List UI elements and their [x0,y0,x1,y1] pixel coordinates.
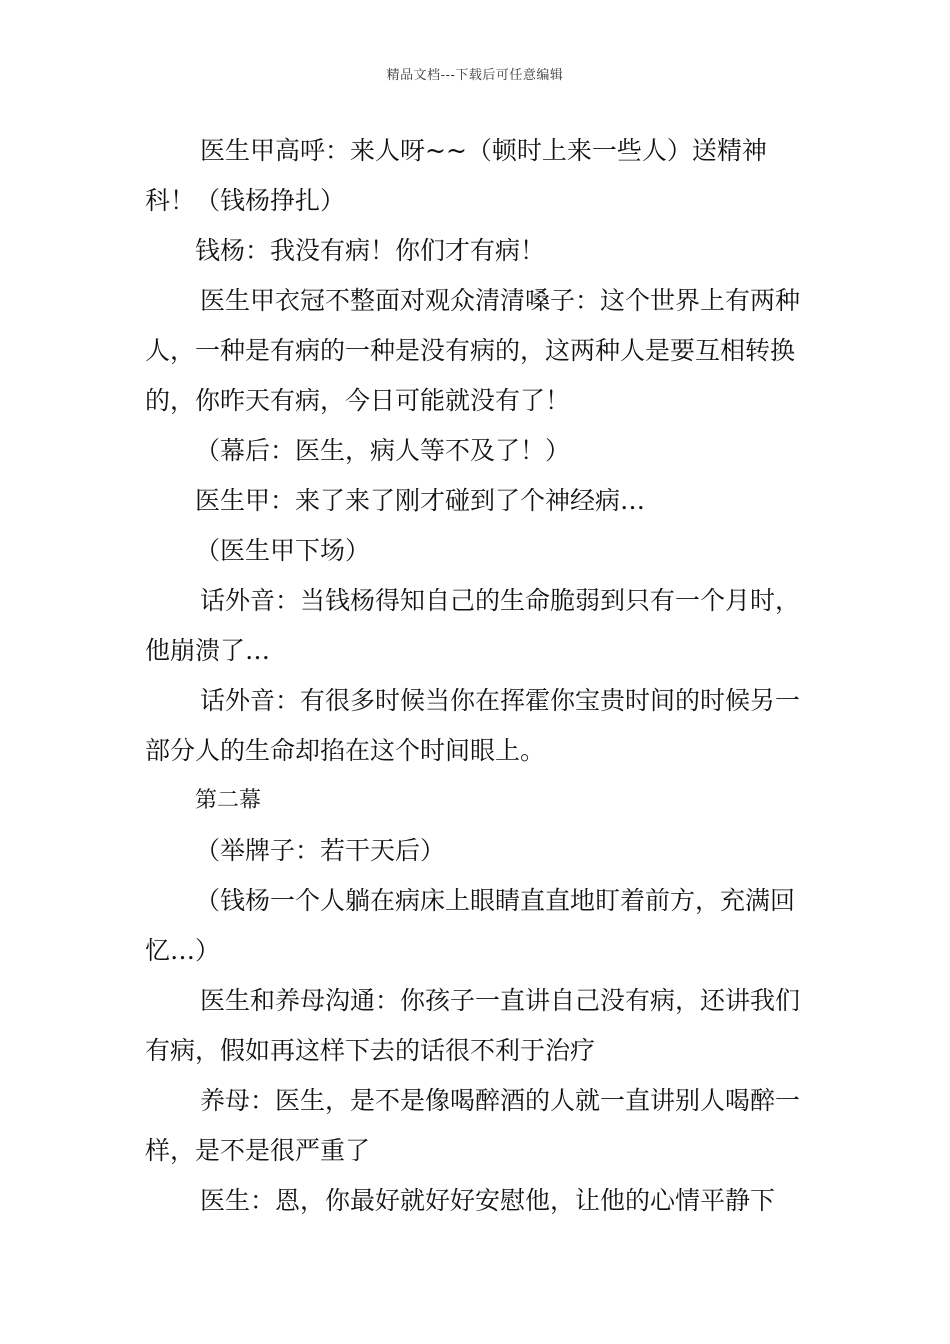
paragraph: （幕后：医生，病人等不及了！） [195,436,571,465]
document-body [145,126,815,1226]
paragraph: 话外音：当钱杨得知自己的生命脆弱到只有一个月时，他崩溃了… [145,586,801,665]
paragraph: 医生：恩，你最好就好好安慰他，让他的心情平静下 [200,1186,776,1215]
paragraph: 钱杨：我没有病！你们才有病！ [195,236,546,265]
paragraph: 话外音：有很多时候当你在挥霍你宝贵时间的时候另一部分人的生命却掐在这个时间眼上。 [145,686,801,765]
paragraph: 养母：医生，是不是像喝醉酒的人就一直讲别人喝醉一样，是不是很严重了 [145,1086,801,1165]
paragraph: 医生甲：来了来了刚才碰到了个神经病… [195,486,646,515]
paragraph: （钱杨一个人躺在病床上眼睛直直地盯着前方，充满回忆…） [145,886,796,965]
page-header: 精品文档---下载后可任意编辑 [386,68,564,83]
paragraph: 医生和养母沟通：你孩子一直讲自己没有病，还讲我们有病，假如再这样下去的话很不利于治疗 [145,986,801,1065]
paragraph: （医生甲下场） [195,536,371,565]
paragraph: （举牌子：若干天后） [195,836,446,865]
act-heading: 第二幕 [195,788,262,813]
paragraph: 医生甲高呼：来人呀~~（顿时上来一些人）送精神科！（钱杨挣扎） [145,136,767,215]
paragraph: 医生甲衣冠不整面对观众清清嗓子：这个世界上有两种人，一种是有病的一种是没有病的，这两种人是要互相转换的，你昨天有病，今日可能就没有了！ [145,286,801,415]
